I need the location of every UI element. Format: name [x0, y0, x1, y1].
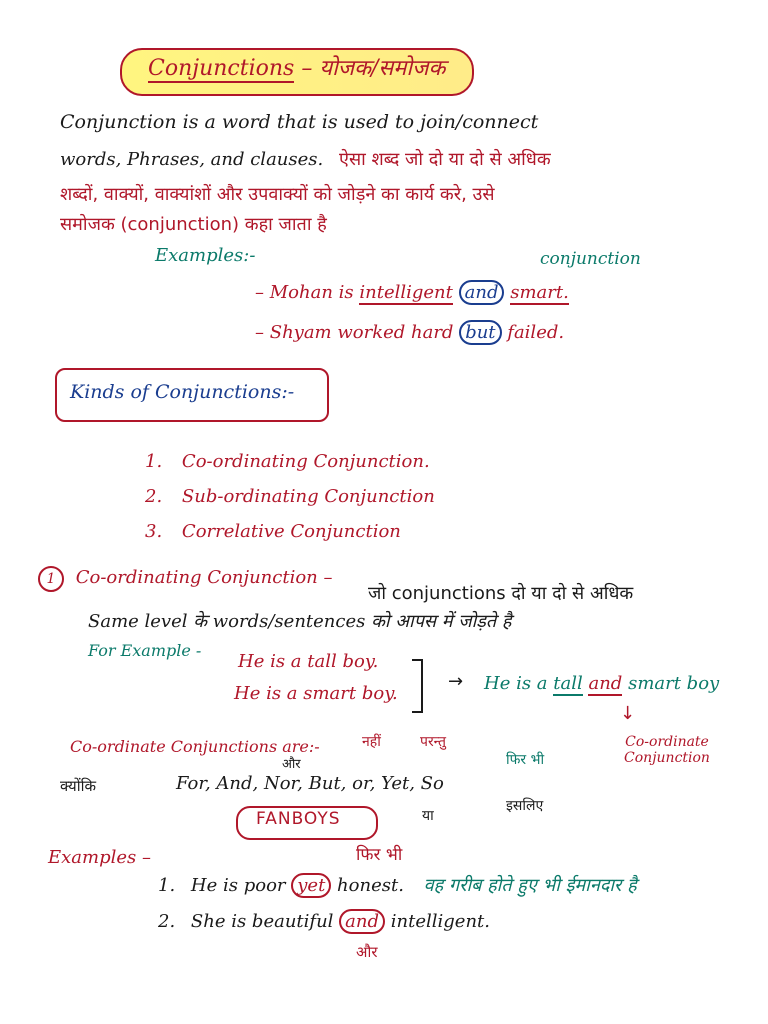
coordinating-words: For, And, Nor, But, or, Yet, So — [176, 773, 444, 794]
fanboys-acronym: FANBOYS — [256, 809, 341, 829]
example-1-pre: Mohan is — [269, 282, 354, 303]
sentence-2: He is a smart boy. — [234, 683, 398, 704]
example-1-word2: smart. — [510, 282, 569, 303]
examples-label: Examples:- — [155, 245, 256, 266]
definition-line-3: शब्दों, वाक्यों, वाक्यांशों और उपवाक्यों को जोड़ने का कार्य करे, उसे — [60, 184, 495, 205]
coordinating-heading-row — [38, 566, 333, 592]
combined-tall: tall — [553, 673, 583, 694]
kinds-item-1-label: Co-ordinating Conjunction. — [181, 451, 430, 472]
example-2-conj: but — [459, 320, 501, 345]
page-title — [148, 56, 445, 81]
hindi-but: परन्तु — [420, 734, 446, 750]
example-2-pre: Shyam worked hard — [269, 322, 454, 343]
example2-item-2-post: intelligent. — [390, 911, 490, 932]
example2-item-1-conj: yet — [291, 873, 331, 898]
example2-item-1-hindi: वह गरीब होते हुए भी ईमानदार है — [423, 875, 637, 896]
definition-line-4: समोजक (conjunction) कहा जाता है — [60, 214, 327, 235]
kinds-item-2 — [145, 487, 435, 508]
note-top: फिर भी — [356, 845, 403, 865]
coordinating-desc-2: Same level के words/sentences को आपस में जोड़ते है — [88, 611, 512, 632]
example2-item-1-post: honest. — [337, 875, 404, 896]
bracket-brace — [408, 656, 428, 716]
kinds-item-2-num: 2. — [145, 486, 163, 507]
arrow-down-icon: ↓ — [620, 703, 636, 724]
kinds-item-2-label: Sub-ordinating Conjunction — [181, 486, 435, 507]
example2-item-2 — [158, 912, 490, 933]
arrow-right-icon: → — [448, 671, 464, 692]
for-example-label: For Example - — [88, 641, 202, 660]
example2-item-2-conj: and — [339, 909, 385, 934]
definition-line-2 — [60, 150, 551, 171]
examples-2-label: Examples – — [48, 847, 151, 868]
combined-sentence — [484, 674, 719, 695]
definition-line-1: Conjunction is a word that is used to join/connect — [60, 111, 539, 133]
sentence-1: He is a tall boy. — [238, 651, 379, 672]
coordinating-heading: Co-ordinating Conjunction – — [75, 567, 333, 588]
combined-and: and — [588, 673, 623, 694]
hindi-and: और — [282, 757, 301, 772]
combined-post: smart boy — [628, 673, 720, 694]
coordinating-desc-1: जो conjunctions दो या दो से अधिक — [368, 583, 634, 604]
conjunction-annotation: conjunction — [540, 249, 641, 269]
example2-item-1 — [158, 876, 637, 897]
example-2-post: failed. — [507, 322, 565, 343]
note-bottom: और — [356, 943, 378, 961]
arrow-note: Co-ordinate Conjunction — [624, 734, 710, 767]
kinds-item-3-num: 3. — [145, 521, 163, 542]
example2-item-1-num: 1. — [158, 875, 176, 896]
definition-line-2-hi: ऐसा शब्द जो दो या दो से अधिक — [338, 149, 551, 170]
definition-line-2-en: words, Phrases, and clauses. — [60, 149, 324, 170]
kinds-item-3-label: Correlative Conjunction — [181, 521, 401, 542]
title-hindi: योजक/समोजक — [319, 56, 446, 81]
kinds-heading: Kinds of Conjunctions:- — [70, 381, 295, 403]
example2-item-2-pre: She is beautiful — [190, 911, 334, 932]
title-english: Conjunctions — [148, 56, 295, 81]
kinds-item-3 — [145, 522, 401, 543]
combined-pre: He is a — [484, 673, 548, 694]
kinds-item-1-num: 1. — [145, 451, 163, 472]
example-2-dash: – — [255, 322, 264, 343]
hindi-nor: नहीं — [362, 734, 381, 750]
hindi-so: इसलिए — [506, 798, 544, 814]
coordinating-number: 1 — [38, 566, 64, 592]
hindi-or: या — [422, 808, 434, 824]
example-1 — [255, 283, 569, 304]
example-1-dash: – — [255, 282, 264, 303]
hindi-yet: फिर भी — [506, 752, 545, 768]
example-2 — [255, 323, 564, 344]
title-dash: – — [301, 56, 313, 81]
example-1-word1: intelligent — [359, 282, 453, 303]
example2-item-1-pre: He is poor — [190, 875, 286, 896]
example-1-conj: and — [459, 280, 505, 305]
coordinate-list-label: Co-ordinate Conjunctions are:- — [70, 737, 320, 756]
hindi-for: क्योंकि — [60, 777, 97, 795]
example2-item-2-num: 2. — [158, 911, 176, 932]
kinds-item-1 — [145, 452, 430, 473]
